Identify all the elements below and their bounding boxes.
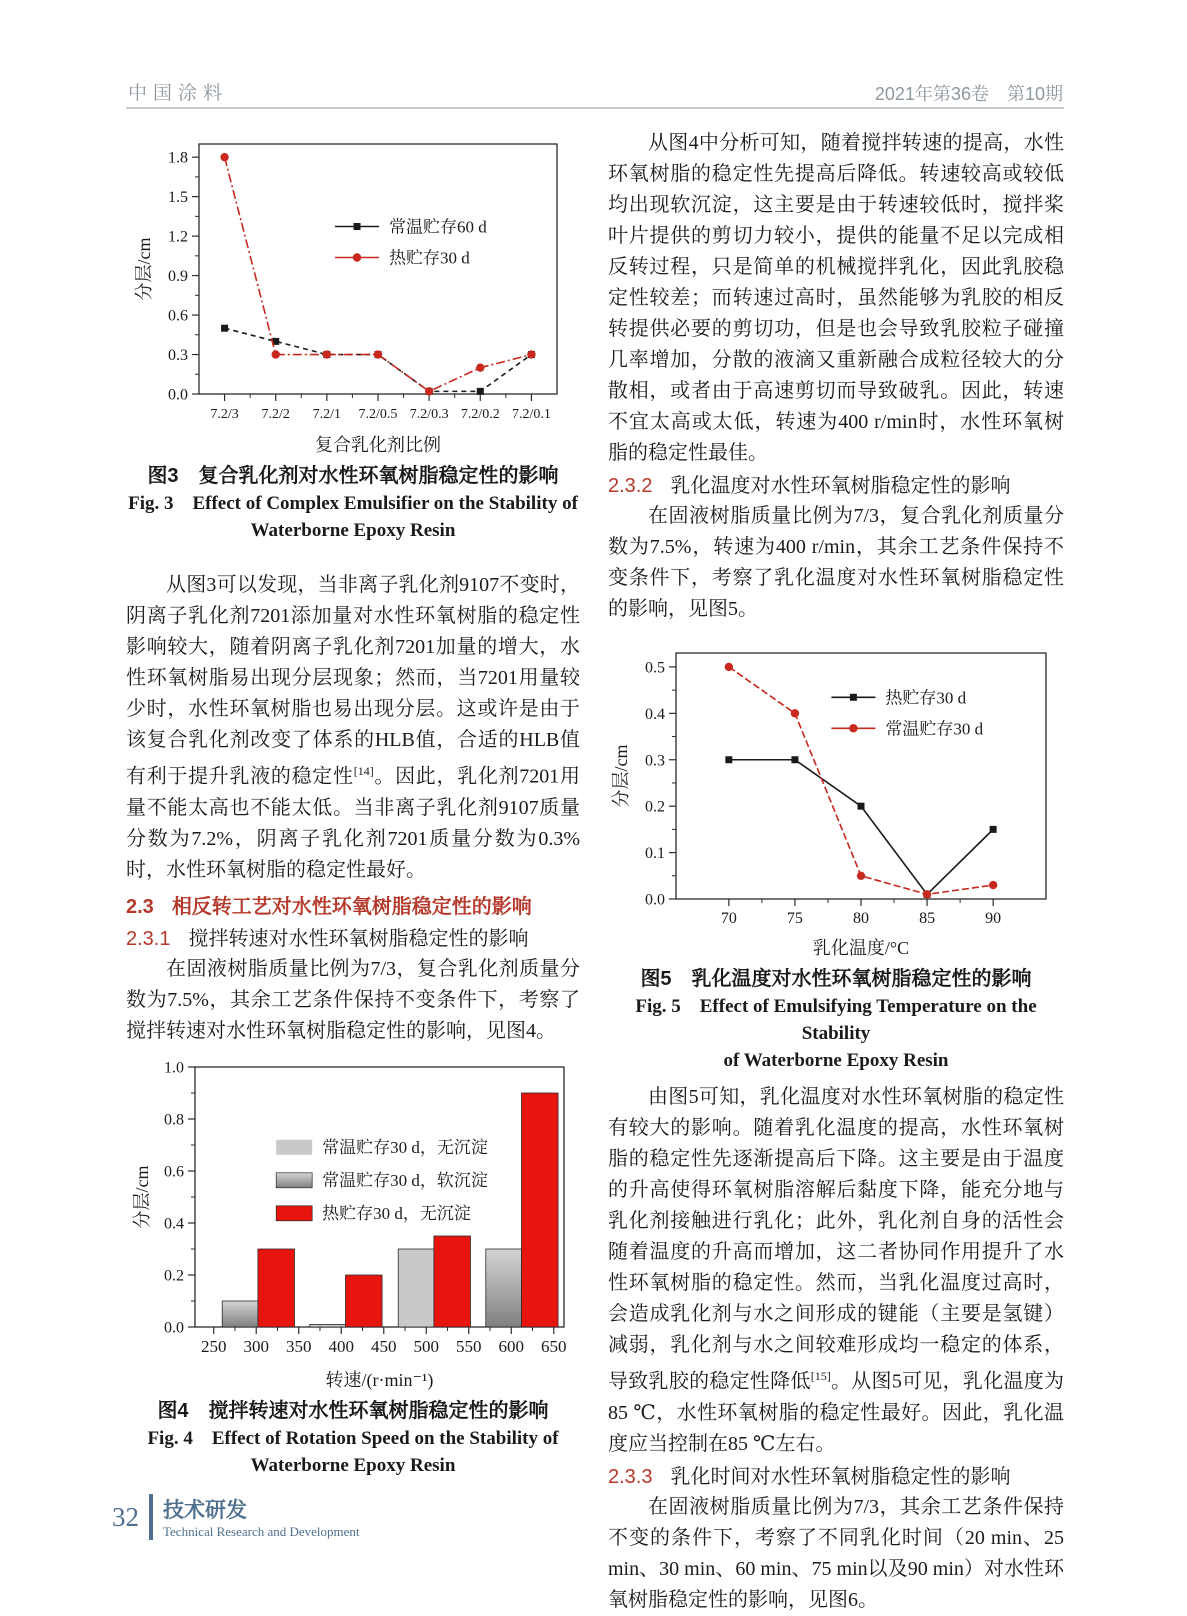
svg-text:1.5: 1.5 <box>168 189 188 207</box>
journal-name: 中国涂料 <box>128 83 229 104</box>
svg-text:0.2: 0.2 <box>645 798 665 816</box>
paragraph-fig4-analysis: 从图4中分析可知，随着搅拌转速的提高，水性环氧树脂的稳定性先提高后降低。转速较高或较低均出现软沉淀，这主要是由于转速较低时，搅拌桨叶片提供的剪切力较小，提供的能量不足以完成相反转过程，只是简单的机械搅拌乳化，因此乳胶稳定性较差；而转速过高时，虽然能够为乳胶的相反转提供必要的剪切功，但是也会导致乳胶粒子碰撞几率增加，分散的液滴又重新融合成粒径较大的分散相，或者由于高速剪切而导致破乳。因此，转速不宜太高或太低，转速为400 r/min时，水性环氧树脂的稳定性最佳。 <box>608 132 1064 464</box>
svg-text:7.2/0.5: 7.2/0.5 <box>358 407 398 422</box>
section-number: 2.3.1 <box>126 927 171 950</box>
svg-text:1.8: 1.8 <box>168 149 188 167</box>
section-title: 乳化温度对水性环氧树脂稳定性的影响 <box>670 475 1011 497</box>
section-number: 2.3.3 <box>608 1465 653 1488</box>
journal-issue: 2021年第36卷 第10期 <box>874 84 1063 104</box>
svg-text:热贮存30 d: 热贮存30 d <box>885 688 967 708</box>
svg-text:常温贮存60 d: 常温贮存60 d <box>389 217 487 237</box>
footer-section-en: Technical Research and Development <box>163 1524 360 1539</box>
left-column <box>126 128 580 1479</box>
section-heading-2-3-1 <box>126 924 580 954</box>
section-heading-2-3-2 <box>608 471 1064 501</box>
section-heading-2-3-3 <box>608 1462 1064 1492</box>
paragraph-text: 由图5可知，乳化温度对水性环氧树脂的稳定性有较大的影响。随着乳化温度的提高，水性环氧树脂的稳定性先逐渐提高后下降。这主要是由于温度的升高使得环氧树脂溶解后黏度下降，能充分地与乳化剂接触进行乳化；此外，乳化剂自身的活性会随着温度的升高而增加，这二者协同作用提升了水性环氧树脂的稳定性。然而，当乳化温度过高时，会造成乳化剂与水之间形成的键能（主要是氢键）减弱，乳化剂与水之间较难形成均一稳定的体系，导致乳胶的稳定性降低 <box>608 1086 1064 1393</box>
fig5-caption-en-line1: Fig. 5 Effect of Emulsifying Temperature on the Stability <box>635 996 1037 1044</box>
fig4-chart-wrap <box>126 1053 580 1393</box>
fig3-chart-wrap <box>126 128 580 458</box>
svg-text:0.3: 0.3 <box>645 752 665 770</box>
svg-text:600: 600 <box>498 1336 524 1356</box>
fig5-caption-cn: 图5 乳化温度对水性环氧树脂稳定性的影响 <box>640 968 1032 990</box>
citation-ref-14: [14] <box>353 764 374 778</box>
svg-text:分层/cm: 分层/cm <box>131 1165 152 1229</box>
page-number: 32 <box>112 1501 139 1532</box>
svg-text:7.2/0.3: 7.2/0.3 <box>409 407 449 422</box>
fig3-caption-cn: 图3 复合乳化剂对水性环氧树脂稳定性的影响 <box>147 465 559 487</box>
svg-text:70: 70 <box>720 910 737 927</box>
svg-text:常温贮存30 d，软沉淀: 常温贮存30 d，软沉淀 <box>321 1170 488 1190</box>
citation-ref-15: [15] <box>810 1369 831 1383</box>
fig5-caption-en-line2: of Waterborne Epoxy Resin <box>723 1050 949 1071</box>
svg-text:复合乳化剂比例: 复合乳化剂比例 <box>315 435 441 455</box>
svg-text:0.9: 0.9 <box>168 268 188 286</box>
paragraph-fig3-analysis <box>126 570 580 886</box>
svg-text:0.6: 0.6 <box>163 1163 184 1181</box>
svg-text:0.0: 0.0 <box>168 386 188 404</box>
fig5-line-chart <box>610 639 1062 961</box>
footer-section-cn: 技术研发 <box>163 1499 247 1522</box>
svg-text:0.8: 0.8 <box>163 1111 184 1129</box>
svg-text:0.6: 0.6 <box>168 307 188 325</box>
fig4-caption-cn: 图4 搅拌转速对水性环氧树脂稳定性的影响 <box>157 1399 549 1422</box>
section-number: 2.3.2 <box>608 475 653 497</box>
svg-text:0.4: 0.4 <box>645 705 665 723</box>
svg-text:0.0: 0.0 <box>163 1319 184 1337</box>
svg-text:250: 250 <box>200 1336 226 1356</box>
fig3-caption-en-line2: Waterborne Epoxy Resin <box>250 520 456 541</box>
paragraph-text: 。从图5可见，乳化温度为85 ℃，水性环氧树脂的稳定性最好。因此，乳化温度应当控制在85 ℃左右。 <box>608 1370 1065 1455</box>
fig4-caption-en-line1: Fig. 4 Effect of Rotation Speed on the Stability of <box>147 1427 559 1449</box>
svg-text:400: 400 <box>327 1336 354 1356</box>
svg-text:7.2/0.2: 7.2/0.2 <box>460 407 500 422</box>
paragraph-rotation-speed-setup: 在固液树脂质量比例为7/3，复合乳化剂质量分数为7.5%，其余工艺条件保持不变条件下，考察了搅拌转速对水性环氧树脂稳定性的影响，见图4。 <box>126 957 580 1042</box>
svg-text:1.2: 1.2 <box>168 228 188 246</box>
paragraph-fig5-analysis <box>608 1082 1064 1460</box>
svg-text:常温贮存30 d，无沉淀: 常温贮存30 d，无沉淀 <box>321 1137 488 1157</box>
section-number: 2.3 <box>126 895 154 918</box>
svg-text:分层/cm: 分层/cm <box>611 744 631 808</box>
paragraph-emulsifying-temperature-setup: 在固液树脂质量比例为7/3，复合乳化剂质量分数为7.5%，转速为400 r/min，其余工艺条件保持不变条件下，考察了乳化温度对水性环氧树脂稳定性的影响，见图5。 <box>608 505 1064 620</box>
section-title: 搅拌转速对水性环氧树脂稳定性的影响 <box>188 927 529 950</box>
svg-text:0.2: 0.2 <box>163 1267 184 1285</box>
svg-text:90: 90 <box>985 910 1002 927</box>
fig3-caption-en-line1: Fig. 3 Effect of Complex Emulsifier on the Stability of <box>128 493 578 514</box>
paragraph-text: 。因此，乳化剂7201用量不能太高也不能太低。当非离子乳化剂9107质量分数为7.2%，阴离子乳化剂7201质量分数为0.3%时，水性环氧树脂的稳定性最好。 <box>126 765 581 881</box>
svg-text:7.2/1: 7.2/1 <box>312 407 342 422</box>
fig4-bar-chart <box>131 1053 576 1393</box>
svg-text:分层/cm: 分层/cm <box>134 237 154 301</box>
page-footer <box>112 1494 360 1540</box>
svg-text:0.5: 0.5 <box>645 659 665 677</box>
fig3-line-chart <box>133 128 573 458</box>
svg-text:500: 500 <box>413 1336 439 1356</box>
svg-text:80: 80 <box>853 910 869 927</box>
section-heading-2-3 <box>126 892 580 922</box>
svg-text:75: 75 <box>786 910 803 927</box>
svg-text:7.2/0.1: 7.2/0.1 <box>511 407 551 422</box>
svg-text:450: 450 <box>370 1336 397 1356</box>
svg-text:7.2/3: 7.2/3 <box>210 407 239 422</box>
header-rule <box>126 107 1064 109</box>
svg-text:650: 650 <box>540 1336 567 1356</box>
svg-text:常温贮存30 d: 常温贮存30 d <box>885 719 984 739</box>
svg-text:85: 85 <box>919 910 936 927</box>
svg-text:热贮存30 d: 热贮存30 d <box>389 248 470 268</box>
section-title: 乳化时间对水性环氧树脂稳定性的影响 <box>670 1465 1011 1488</box>
section-title: 相反转工艺对水性环氧树脂稳定性的影响 <box>171 895 532 918</box>
svg-text:乳化温度/°C: 乳化温度/°C <box>812 938 910 958</box>
svg-text:0.4: 0.4 <box>163 1215 184 1233</box>
right-column <box>608 128 1064 1616</box>
paragraph-text: 从图3可以发现，当非离子乳化剂9107不变时，阴离子乳化剂7201添加量对水性环氧树脂的稳定性影响较大，随着阴离子乳化剂7201加量的增大，水性环氧树脂易出现分层现象；然而，当7201用量较少时，水性环氧树脂也易出现分层。这或许是由于该复合乳化剂改变了体系的HLB值，合适的HLB值有利于提升乳液的稳定性 <box>126 574 580 788</box>
svg-text:0.0: 0.0 <box>645 891 665 909</box>
footer-section <box>163 1494 360 1540</box>
fig4-caption-en-line2: Waterborne Epoxy Resin <box>250 1454 456 1476</box>
svg-text:7.2/2: 7.2/2 <box>261 407 290 422</box>
svg-text:350: 350 <box>285 1336 311 1356</box>
svg-text:300: 300 <box>242 1336 269 1356</box>
svg-text:转速/(r·min⁻¹): 转速/(r·min⁻¹) <box>325 1369 433 1390</box>
svg-text:热贮存30 d，无沉淀: 热贮存30 d，无沉淀 <box>321 1203 471 1223</box>
fig5-chart-wrap <box>608 639 1064 961</box>
paragraph-emulsifying-time-setup: 在固液树脂质量比例为7/3，其余工艺条件保持不变的条件下，考察了不同乳化时间（20 min、25 min、30 min、60 min、75 min以及90 min）对水性环氧树脂稳定性的影响，见图6。 <box>608 1495 1064 1611</box>
svg-text:1.0: 1.0 <box>163 1059 184 1077</box>
svg-text:550: 550 <box>455 1336 482 1356</box>
footer-divider <box>149 1494 153 1540</box>
svg-text:0.1: 0.1 <box>645 845 665 863</box>
svg-text:0.3: 0.3 <box>168 347 188 365</box>
